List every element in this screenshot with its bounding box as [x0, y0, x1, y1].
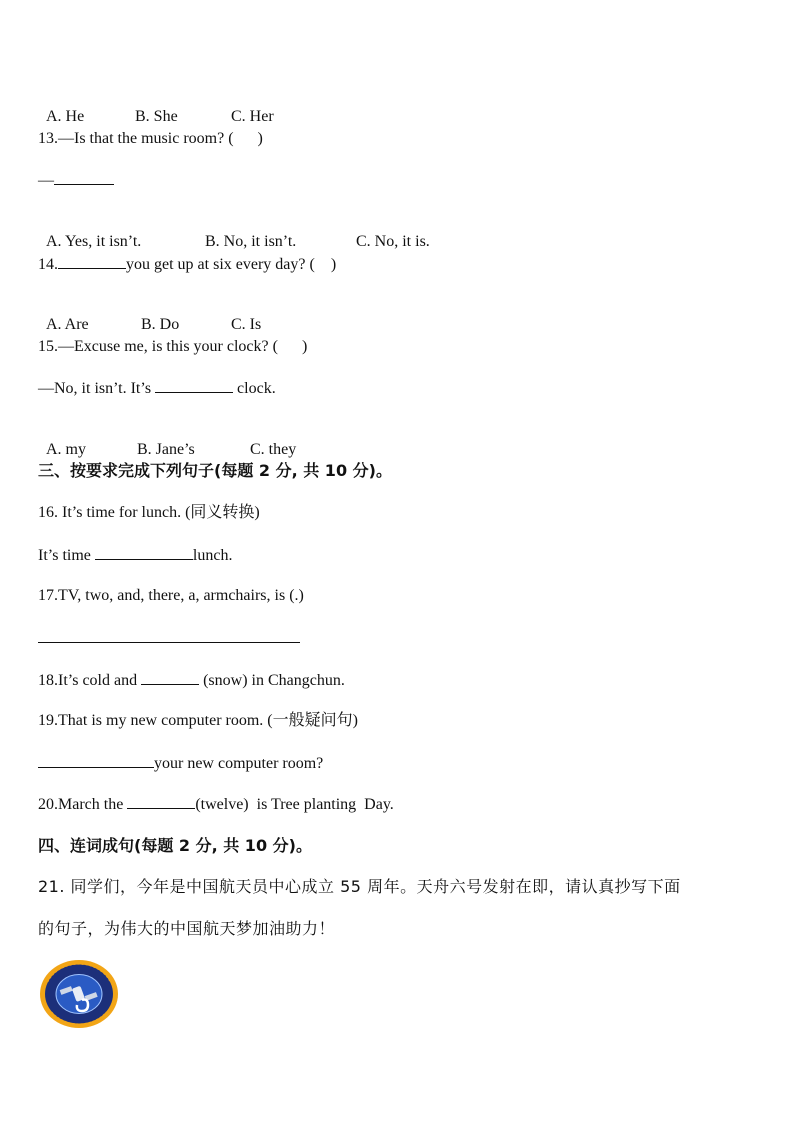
q14-option-a: A. Are: [46, 316, 89, 333]
q12-options: [38, 87, 274, 127]
q13-answer-blank[interactable]: [54, 170, 114, 185]
q15-reply-text: —No, it isn’t. It’s: [38, 380, 156, 397]
q20-suffix: (twelve) is Tree planting Day.: [195, 796, 394, 813]
q15-answer-blank[interactable]: [155, 378, 233, 393]
q14-stem: [38, 254, 336, 275]
q15-option-b: B. Jane’s: [137, 441, 195, 458]
tianzhou-6-mission-emblem-icon: [38, 958, 120, 1030]
q12-option-b: B. She: [135, 108, 178, 125]
q15-options: [38, 420, 296, 460]
q18-prefix: 18.It’s cold and: [38, 672, 142, 689]
q20-prefix: 20.March the: [38, 796, 128, 813]
q13-reply: [38, 170, 114, 191]
q14-options: [38, 295, 261, 335]
section-4-heading: 四、连词成句(每题 2 分, 共 10 分)。: [38, 836, 312, 855]
q15-stem: 15.—Excuse me, is this your clock? ( ): [38, 338, 308, 355]
q15-reply-end: clock.: [233, 380, 276, 397]
q19-answer: [38, 753, 323, 774]
q14-answer-blank[interactable]: [58, 254, 126, 269]
q13-options: [38, 212, 430, 252]
q21-instruction-line-1: 21. 同学们，今年是中国航天员中心成立 55 周年。天舟六号发射在即，请认真抄写下面: [38, 877, 681, 896]
section-3-heading: 三、按要求完成下列句子(每题 2 分, 共 10 分)。: [38, 461, 392, 480]
q20-stem: [38, 794, 394, 815]
q19-answer-blank[interactable]: [38, 753, 154, 768]
q14-text: you get up at six every day? ( ): [126, 256, 337, 273]
q13-stem: 13.—Is that the music room? ( ): [38, 130, 263, 147]
q19-stem: 19.That is my new computer room. (一般疑问句): [38, 712, 358, 729]
q21-instruction-line-2: 的句子，为伟大的中国航天梦加油助力！: [38, 919, 336, 938]
q17-stem: 17.TV, two, and, there, a, armchairs, is (.): [38, 587, 304, 604]
q12-option-c: C. Her: [231, 108, 274, 125]
q18-stem: [38, 670, 345, 691]
q16-answer-blank[interactable]: [95, 545, 193, 560]
q16-answer: [38, 545, 232, 566]
q14-number: 14.: [38, 256, 58, 273]
q13-option-a: A. Yes, it isn’t.: [46, 233, 142, 250]
q17-answer-blank[interactable]: [38, 628, 300, 643]
q12-option-a: A. He: [46, 108, 85, 125]
q20-answer-blank[interactable]: [127, 794, 195, 809]
q14-option-c: C. Is: [231, 316, 262, 333]
q16-stem: 16. It’s time for lunch. (同义转换): [38, 504, 260, 521]
q14-option-b: B. Do: [141, 316, 180, 333]
q15-reply: [38, 378, 276, 399]
q17-answer-line[interactable]: [38, 628, 300, 649]
q13-reply-dash: —: [38, 172, 54, 189]
q15-option-a: A. my: [46, 441, 86, 458]
q18-suffix: (snow) in Changchun.: [199, 672, 345, 689]
q18-answer-blank[interactable]: [141, 670, 199, 685]
q13-option-b: B. No, it isn’t.: [205, 233, 297, 250]
q16-answer-prefix: It’s time: [38, 547, 95, 564]
q16-answer-suffix: lunch.: [192, 547, 233, 564]
q13-option-c: C. No, it is.: [356, 233, 430, 250]
q19-answer-suffix: your new computer room?: [154, 755, 324, 772]
q15-option-c: C. they: [250, 441, 297, 458]
